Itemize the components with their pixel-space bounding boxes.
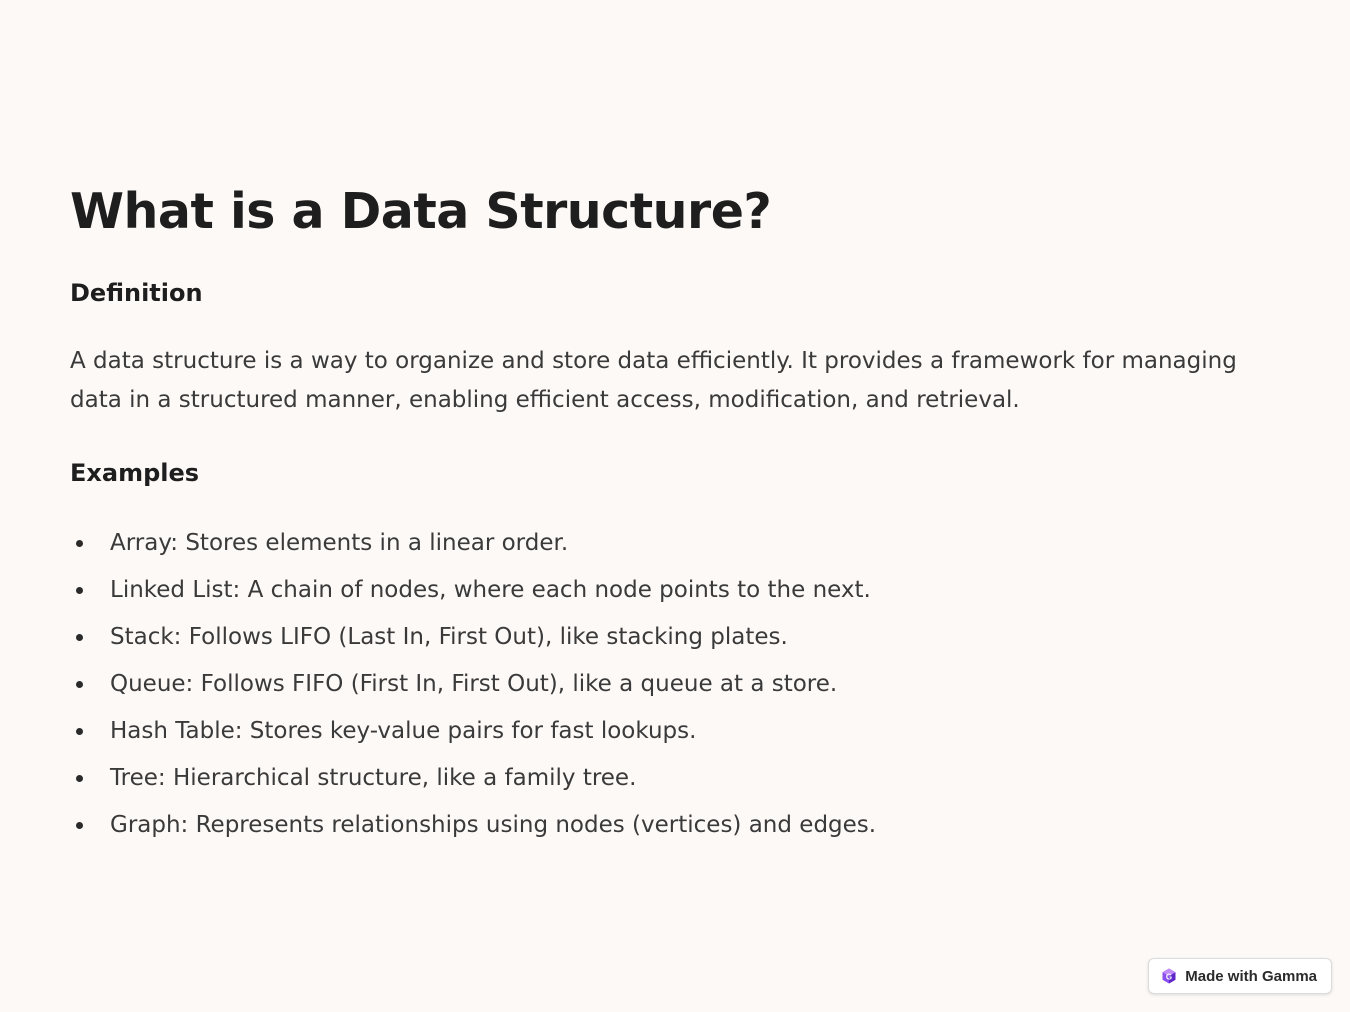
bullet-icon [76, 587, 83, 594]
list-item-text: Graph: Represents relationships using nodes (vertices) and edges. [110, 812, 877, 838]
svg-text:G: G [1166, 972, 1173, 982]
list-item [70, 520, 1270, 567]
list-item-text: Stack: Follows LIFO (Last In, First Out), like stacking plates. [110, 624, 788, 650]
list-item [70, 802, 1270, 849]
definition-text: A data structure is a way to organize and store data efficiently. It provides a framework for managing data in a structured manner, enabling efficient access, modification, and retrieval. [70, 348, 1237, 413]
examples-list [70, 520, 1270, 849]
list-item [70, 567, 1270, 614]
bullet-icon [76, 540, 83, 547]
bullet-icon [76, 681, 83, 688]
list-item-text: Queue: Follows FIFO (First In, First Out), like a queue at a store. [110, 671, 838, 697]
list-item [70, 614, 1270, 661]
list-item-text: Hash Table: Stores key-value pairs for fast lookups. [110, 718, 697, 744]
made-with-gamma-button[interactable] [1148, 958, 1332, 994]
list-item [70, 661, 1270, 708]
list-item-text: Tree: Hierarchical structure, like a family tree. [110, 765, 637, 791]
definition-heading: Definition [70, 279, 203, 307]
gamma-logo-icon [1161, 968, 1177, 984]
list-item [70, 755, 1270, 802]
list-item-text: Linked List: A chain of nodes, where each node points to the next. [110, 577, 871, 603]
list-item [70, 708, 1270, 755]
bullet-icon [76, 634, 83, 641]
bullet-icon [76, 775, 83, 782]
examples-heading: Examples [70, 459, 200, 487]
slide-title: What is a Data Structure? [70, 183, 772, 240]
list-item-text: Array: Stores elements in a linear order. [110, 530, 569, 556]
bullet-icon [76, 822, 83, 829]
bullet-icon [76, 728, 83, 735]
slide-content [70, 182, 1270, 849]
made-with-gamma-label: Made with Gamma [1185, 967, 1317, 985]
